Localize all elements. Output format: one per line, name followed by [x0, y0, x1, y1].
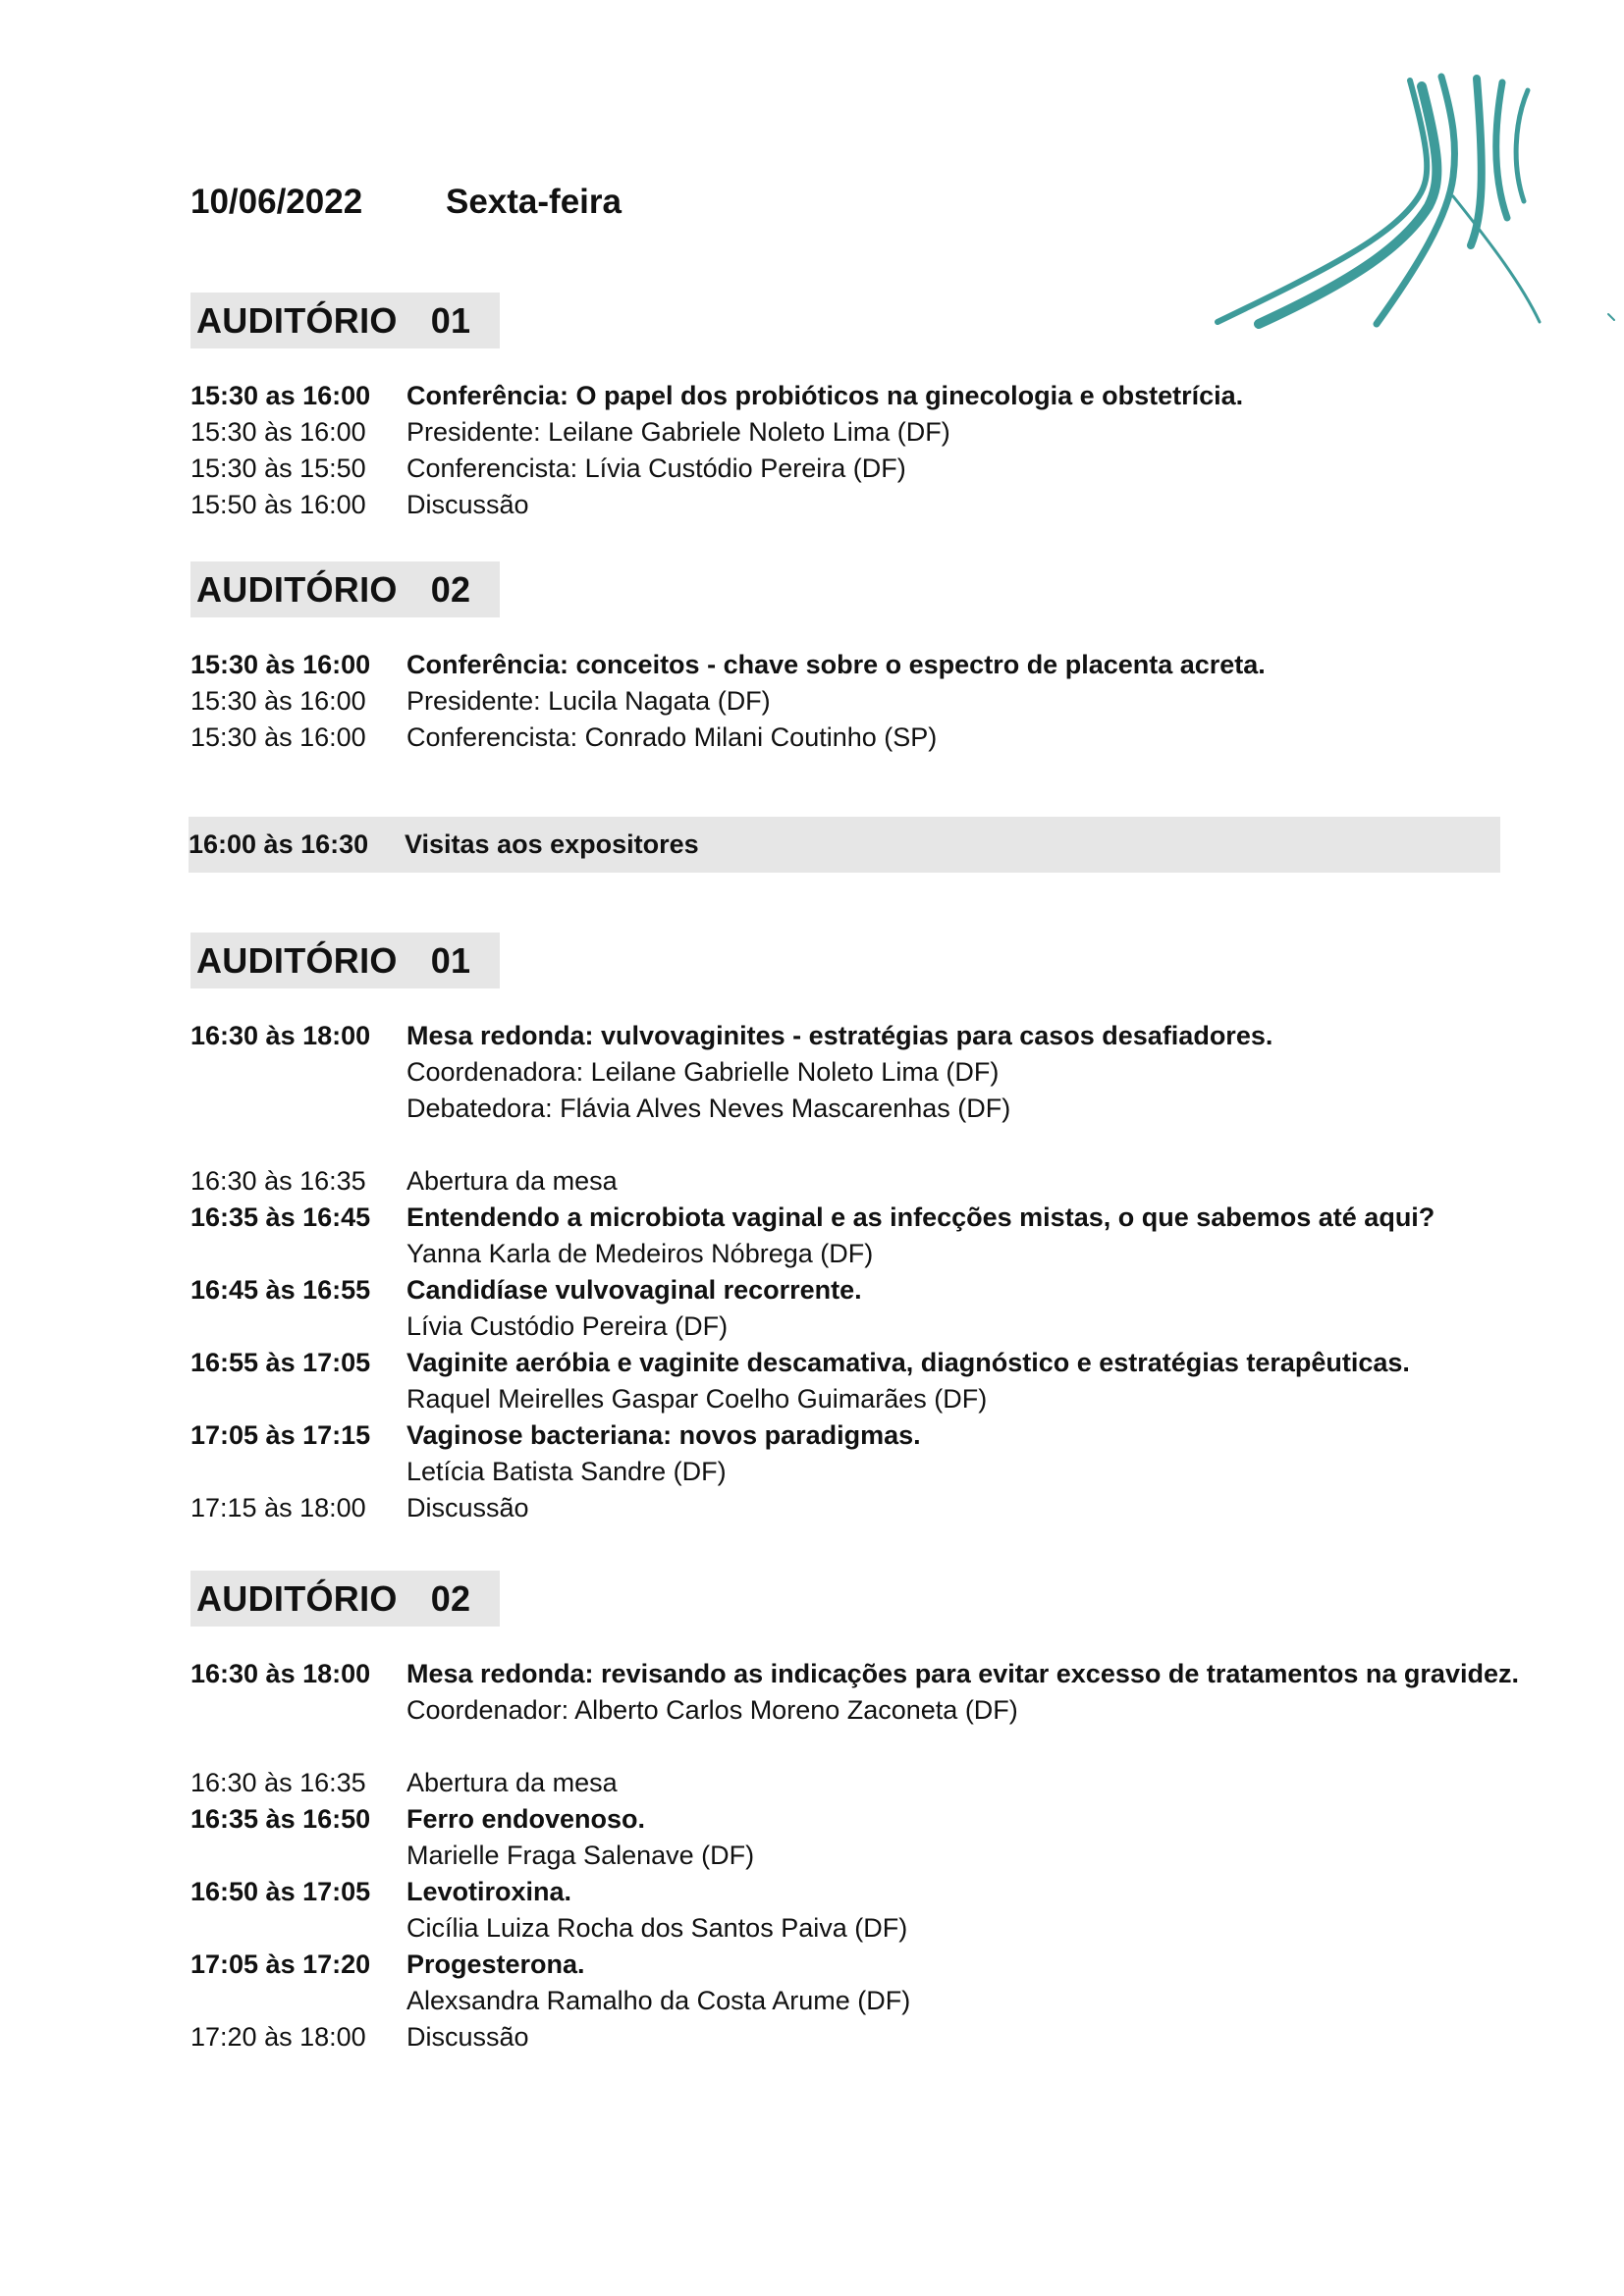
schedule-row	[190, 1801, 1536, 1838]
schedule-time: 15:50 às 16:00	[190, 490, 366, 519]
schedule-description: Letícia Batista Sandre (DF)	[406, 1457, 727, 1486]
schedule-row	[190, 1272, 1536, 1308]
logo-arc-6	[1516, 90, 1528, 201]
schedule-description: Lívia Custódio Pereira (DF)	[406, 1311, 729, 1341]
event-date: 10/06/2022	[190, 183, 363, 221]
schedule-time: 15:30 às 16:00	[190, 722, 366, 752]
auditorium-number: 02	[430, 569, 471, 610]
schedule-time: 16:30 às 18:00	[190, 1659, 371, 1688]
schedule-row	[190, 1910, 1536, 1947]
schedule-row	[190, 647, 1536, 683]
schedule-time: 16:30 às 16:35	[190, 1768, 366, 1797]
auditorium-label: AUDITÓRIO	[196, 1578, 398, 1619]
schedule-description: Levotiroxina.	[406, 1877, 572, 1906]
schedule-description: Vaginose bacteriana: novos paradigmas.	[406, 1420, 921, 1450]
schedule-row	[190, 683, 1536, 720]
schedule-description: Raquel Meirelles Gaspar Coelho Guimarães (DF)	[406, 1384, 988, 1414]
schedule-row	[190, 1200, 1536, 1236]
schedule-description: Mesa redonda: vulvovaginites - estratégias para casos desafiadores.	[406, 1021, 1273, 1050]
schedule-row	[190, 1874, 1536, 1910]
schedule-row	[190, 1345, 1536, 1381]
schedule-time: 16:45 às 16:55	[190, 1275, 371, 1305]
schedule-time: 15:30 às 16:00	[190, 417, 366, 447]
schedule-row	[190, 451, 1536, 487]
schedule-description: Discussão	[406, 2022, 529, 2052]
schedule-description: Debatedora: Flávia Alves Neves Mascarenhas (DF)	[406, 1094, 1011, 1123]
schedule-row	[190, 720, 1536, 756]
schedule-row	[190, 1490, 1536, 1526]
session-auditorio-01-roundtable	[190, 933, 1536, 1526]
schedule-row	[190, 1381, 1536, 1417]
schedule-description: Coordenador: Alberto Carlos Moreno Zaconeta (DF)	[406, 1695, 1018, 1725]
schedule-time: 17:05 às 17:20	[190, 1949, 371, 1979]
schedule-row	[190, 378, 1536, 414]
logo-arc-5	[1496, 82, 1507, 218]
schedule-description: Coordenadora: Leilane Gabrielle Noleto Lima (DF)	[406, 1057, 1000, 1087]
schedule-row	[190, 1454, 1536, 1490]
schedule-description: Discussão	[406, 1493, 529, 1522]
schedule-description: Conferência: O papel dos probióticos na ginecologia e obstetrícia.	[406, 381, 1244, 410]
exhibitors-visit-band	[189, 817, 1500, 873]
schedule-description: Entendendo a microbiota vaginal e as infecções mistas, o que sabemos até aqui?	[406, 1202, 1435, 1232]
schedule-list	[190, 647, 1536, 756]
schedule-row	[190, 1983, 1536, 2019]
schedule-row	[190, 1236, 1536, 1272]
auditorium-number: 01	[430, 300, 471, 341]
schedule-time: 17:15 às 18:00	[190, 1493, 366, 1522]
schedule-description: Presidente: Leilane Gabriele Noleto Lima (DF)	[406, 417, 950, 447]
schedule-row	[190, 1765, 1536, 1801]
schedule-description: Vaginite aeróbia e vaginite descamativa, diagnóstico e estratégias terapêuticas.	[406, 1348, 1410, 1377]
schedule-row	[190, 1091, 1536, 1127]
schedule-description: Marielle Fraga Salenave (DF)	[406, 1841, 755, 1870]
session-auditorio-01-conference	[190, 293, 1536, 523]
schedule-list	[190, 1656, 1536, 2056]
schedule-description: Cicília Luiza Rocha dos Santos Paiva (DF)	[406, 1913, 908, 1943]
session-auditorio-02-roundtable	[190, 1571, 1536, 2056]
schedule-row	[190, 1417, 1536, 1454]
schedule-row	[190, 1692, 1536, 1729]
schedule-row	[190, 1656, 1536, 1692]
auditorium-heading	[190, 561, 500, 617]
schedule-row	[190, 1838, 1536, 1874]
auditorium-label: AUDITÓRIO	[196, 940, 398, 981]
schedule-description: Candidíase vulvovaginal recorrente.	[406, 1275, 862, 1305]
schedule-description: Presidente: Lucila Nagata (DF)	[406, 686, 771, 716]
row-spacer	[190, 1127, 1536, 1163]
schedule-time: 17:20 às 18:00	[190, 2022, 366, 2052]
schedule-row	[190, 414, 1536, 451]
session-auditorio-02-conference	[190, 561, 1536, 756]
schedule-row	[190, 1163, 1536, 1200]
schedule-description: Abertura da mesa	[406, 1768, 618, 1797]
schedule-description: Progesterona.	[406, 1949, 585, 1979]
schedule-description: Mesa redonda: revisando as indicações para evitar excesso de tratamentos na gravidez.	[406, 1659, 1519, 1688]
page-header	[190, 183, 622, 222]
schedule-description: Abertura da mesa	[406, 1166, 618, 1196]
schedule-description: Discussão	[406, 490, 529, 519]
schedule-description: Yanna Karla de Medeiros Nóbrega (DF)	[406, 1239, 874, 1268]
auditorium-label: AUDITÓRIO	[196, 300, 398, 341]
schedule-description: Conferencista: Lívia Custódio Pereira (DF)	[406, 454, 906, 483]
schedule-row	[190, 2019, 1536, 2056]
schedule-row	[190, 1018, 1536, 1054]
schedule-time: 16:55 às 17:05	[190, 1348, 371, 1377]
schedule-time: 16:35 às 16:45	[190, 1202, 371, 1232]
schedule-time: 15:30 às 16:00	[190, 686, 366, 716]
schedule-description: Visitas aos expositores	[405, 829, 699, 859]
schedule-time: 15:30 às 15:50	[190, 454, 366, 483]
auditorium-heading	[190, 1571, 500, 1627]
auditorium-number: 01	[430, 940, 471, 981]
schedule-time: 17:05 às 17:15	[190, 1420, 371, 1450]
auditorium-number: 02	[430, 1578, 471, 1619]
schedule-row	[190, 1947, 1536, 1983]
schedule-time: 16:30 às 16:35	[190, 1166, 366, 1196]
schedule-time: 15:30 às 16:00	[190, 650, 371, 679]
auditorium-label: AUDITÓRIO	[196, 569, 398, 610]
schedule-description: Ferro endovenoso.	[406, 1804, 646, 1834]
schedule-description: Conferencista: Conrado Milani Coutinho (SP)	[406, 722, 938, 752]
logo-arc-1	[1218, 80, 1427, 322]
schedule-time: 16:00 às 16:30	[189, 829, 369, 859]
schedule-row	[190, 487, 1536, 523]
auditorium-heading	[190, 293, 500, 348]
schedule-time: 16:30 às 18:00	[190, 1021, 371, 1050]
event-weekday: Sexta-feira	[446, 183, 622, 221]
schedule-time: 16:35 às 16:50	[190, 1804, 371, 1834]
schedule-time: 15:30 as 16:00	[190, 381, 371, 410]
schedule-row	[190, 1308, 1536, 1345]
schedule-list	[190, 1018, 1536, 1526]
auditorium-heading	[190, 933, 500, 988]
schedule-row	[190, 1054, 1536, 1091]
schedule-description: Conferência: conceitos - chave sobre o espectro de placenta acreta.	[406, 650, 1266, 679]
schedule-list	[190, 378, 1536, 523]
logo-arc-8	[1608, 314, 1614, 320]
row-spacer	[190, 1729, 1536, 1765]
schedule-description: Alexsandra Ramalho da Costa Arume (DF)	[406, 1986, 911, 2015]
schedule-time: 16:50 às 17:05	[190, 1877, 371, 1906]
